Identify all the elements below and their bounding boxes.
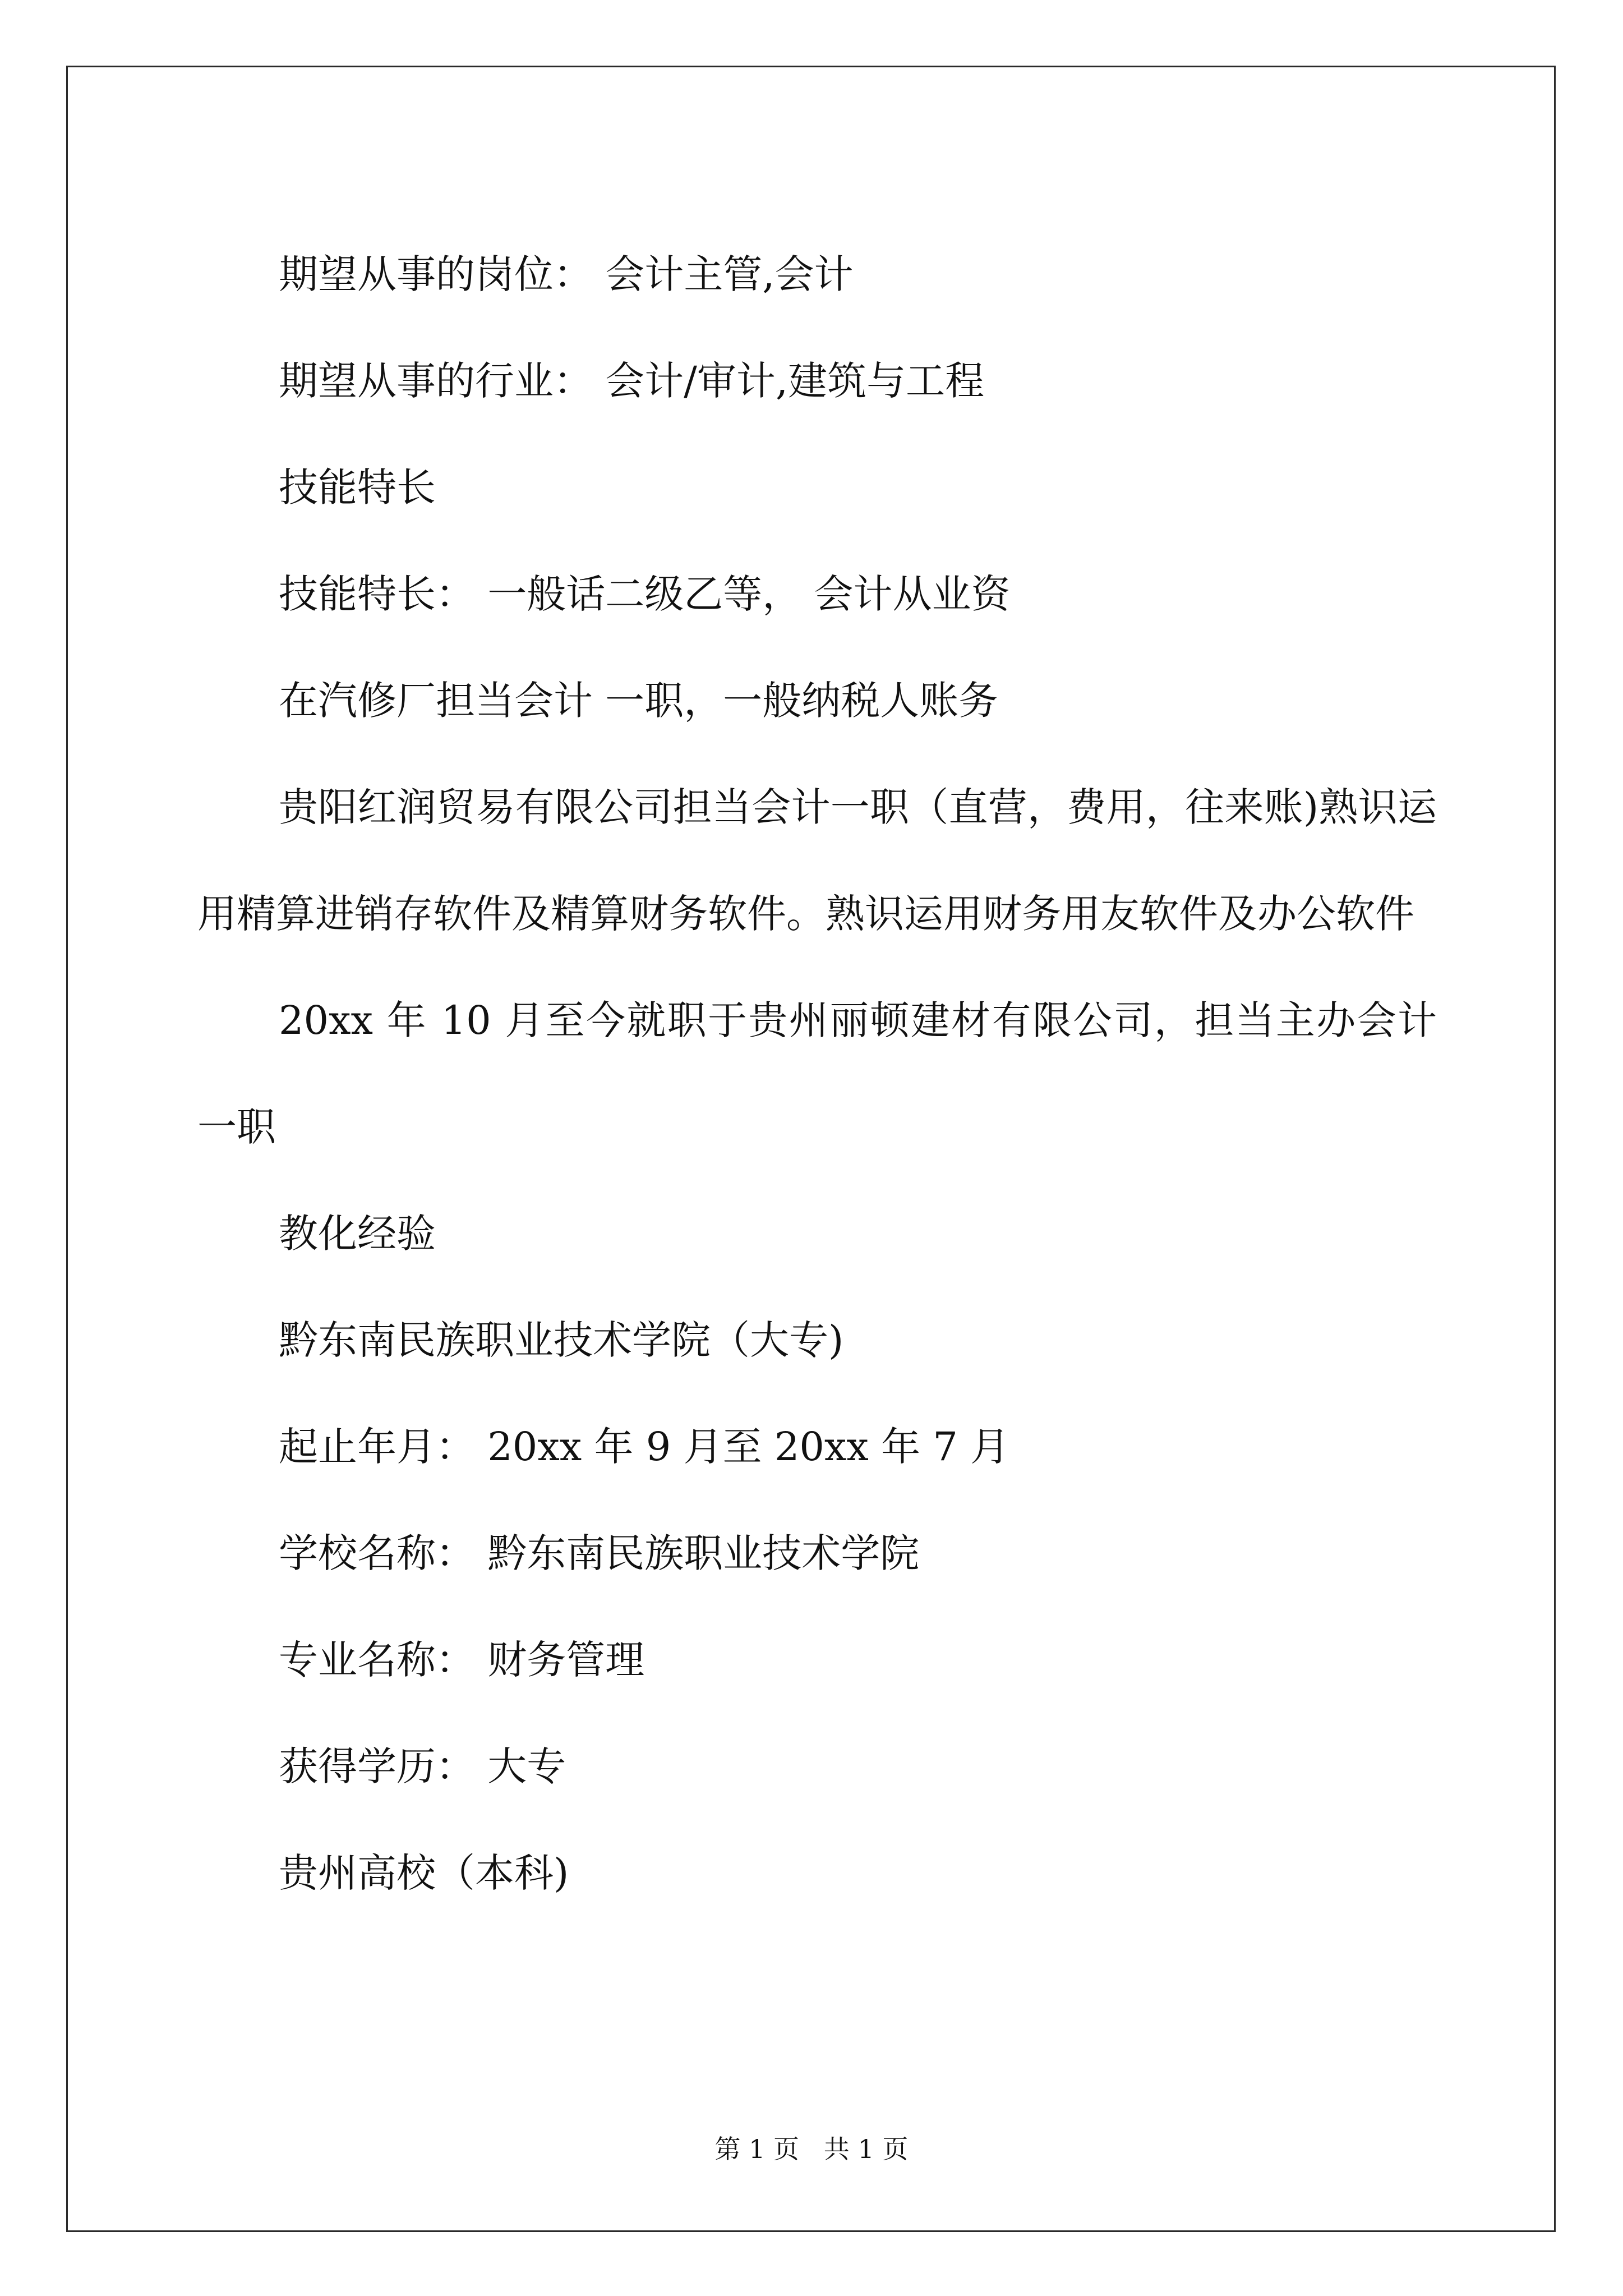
document-body bbox=[197, 221, 1437, 1926]
section-heading-education: 教化经验 bbox=[279, 1211, 436, 1257]
paragraph-school-1: 黔东南民族职业技术学院（大专) bbox=[279, 1317, 844, 1363]
paragraph-experience-trading-company: 贵阳红润贸易有限公司担当会计一职（直营，费用，往来账)熟识运用精算进销存软件及精算财务软件。熟识运用财务用友软件及办公软件 bbox=[197, 784, 1437, 937]
paragraph-study-period: 起止年月： 20xx 年 9 月至 20xx 年 7 月 bbox=[279, 1424, 1010, 1470]
paragraph-desired-industry: 期望从事的行业： 会计/审计,建筑与工程 bbox=[279, 358, 985, 404]
paragraph-experience-auto-repair: 在汽修厂担当会计 一职，一般纳税人账务 bbox=[279, 678, 998, 724]
section-heading-skills: 技能特长 bbox=[279, 464, 436, 510]
paragraph-school-name: 学校名称： 黔东南民族职业技术学院 bbox=[279, 1530, 920, 1576]
paragraph-school-2: 贵州高校（本科) bbox=[279, 1850, 569, 1896]
paragraph-experience-building-materials: 20xx 年 10 月至今就职于贵州丽顿建材有限公司，担当主办会计一职 bbox=[197, 997, 1437, 1150]
paragraph-degree: 获得学历： 大专 bbox=[279, 1743, 566, 1789]
paragraph-skills: 技能特长： 一般话二级乙等， 会计从业资 bbox=[279, 571, 1011, 617]
paragraph-major: 专业名称： 财务管理 bbox=[279, 1637, 645, 1683]
paragraph-desired-position: 期望从事的岗位： 会计主管,会计 bbox=[279, 251, 854, 297]
page-number-footer: 第 1 页 共 1 页 bbox=[714, 2134, 909, 2164]
